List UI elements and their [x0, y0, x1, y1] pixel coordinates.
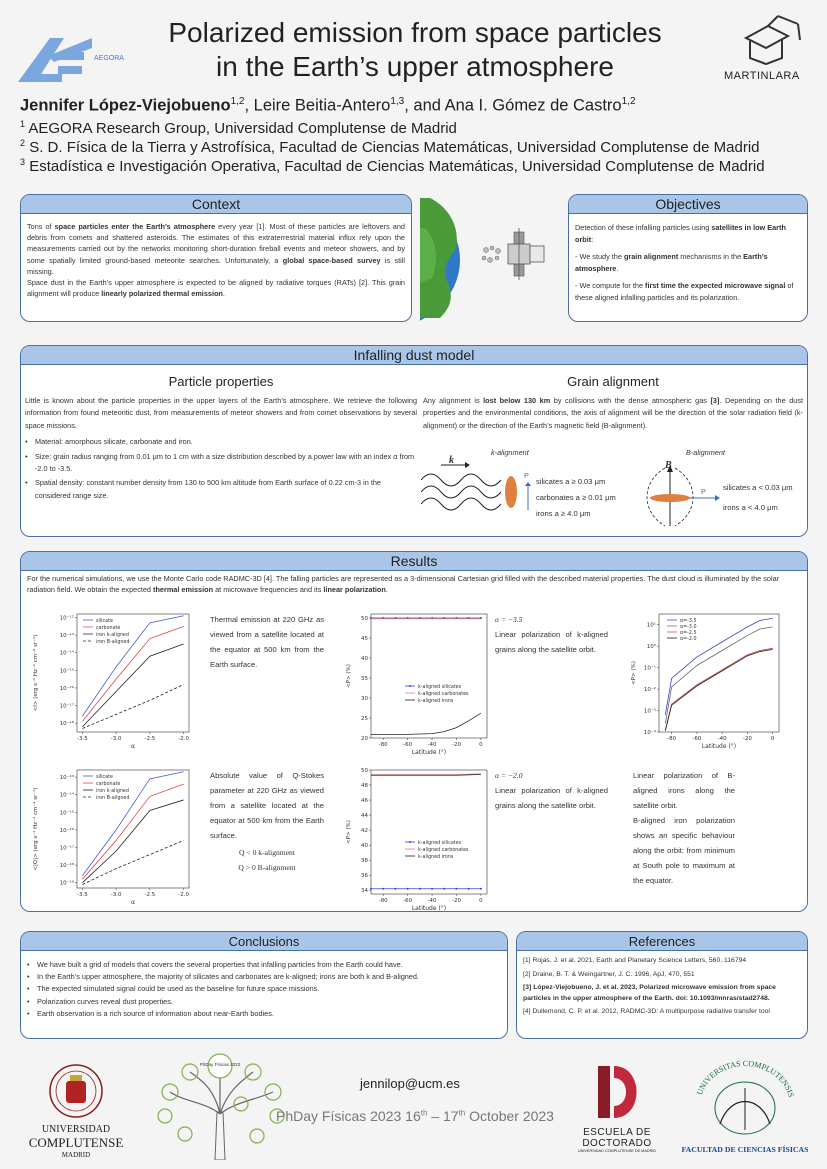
- y-tick-label: 10⁻¹⁸: [59, 863, 74, 870]
- contact-email: jennilop@ucm.es: [360, 1076, 460, 1091]
- x-tick-label: -20: [742, 736, 752, 742]
- affiliation-1: $^1$ AEGORA Research Group, Universidad Complutense de Madrid: [20, 119, 457, 137]
- y-tick-label: 10⁻¹: [643, 665, 656, 672]
- earth-satellite-illustration: [420, 188, 566, 330]
- dust-particles-icon: [482, 246, 501, 263]
- k-alignment-diagram: [421, 458, 521, 524]
- y-axis-label: <P> (%): [631, 661, 637, 685]
- x-tick-label: -20: [451, 898, 461, 904]
- x-tick-label: -2.5: [144, 892, 156, 898]
- y-tick-label: 40: [361, 843, 368, 850]
- b-polarization-chart: [627, 606, 787, 756]
- y-axis-label: <|Q|> (erg s⁻¹ Hz⁻¹ cm⁻² sr⁻¹): [33, 787, 39, 871]
- data-point: [431, 888, 433, 890]
- y-tick-label: 25: [361, 716, 368, 722]
- svg-text:UNIVERSITAS COMPLUTENSIS: UNIVERSITAS COMPLUTENSIS: [694, 1058, 796, 1099]
- x-tick-label: -80: [667, 736, 677, 742]
- conclusions-heading: Conclusions: [21, 932, 507, 951]
- b-alignment-list: silicates a < 0.03 μm irons a < 4.0 μm: [723, 483, 793, 512]
- y-tick-label: 45: [361, 636, 368, 642]
- legend-label: α=-3.0: [680, 625, 697, 630]
- k-polarization-alpha20-chart: [343, 762, 493, 912]
- list-item: • Earth observation is a rich source of information about near-Earth bodies.: [27, 1009, 501, 1019]
- objectives-panel: [568, 194, 808, 322]
- legend-label: iron B-aligned: [96, 796, 130, 801]
- y-tick-label: 10⁻¹⁵: [59, 668, 74, 675]
- earth-icon: [420, 190, 460, 330]
- series-line: [82, 684, 183, 728]
- affiliation-3: $^3$ Estadística e Investigación Operativa, Facultad de Ciencias Matemáticas, Universidad Complutense de Madrid: [20, 157, 765, 175]
- x-tick-label: -40: [427, 898, 437, 904]
- martinlara-logo: [720, 14, 810, 84]
- y-tick-label: 10⁻³: [643, 708, 656, 715]
- list-item: • Polarization curves reveal dust properties.: [27, 997, 501, 1007]
- phday-tree-logo: [145, 1052, 295, 1160]
- legend-marker: [409, 685, 411, 687]
- legend-label: α=-2.0: [680, 637, 697, 642]
- y-tick-label: 40: [361, 656, 368, 662]
- x-tick-label: -40: [717, 736, 727, 742]
- grain-alignment: Grain alignment Any alignment is lost below 130 km by collisions with the dense atmospheric gas [3]. Depending on the dust properties and the environmental conditions, the axis of alignment will be the direction of the solar radiation field (k-alignment) or the direction of the Earth’s magnetic field (B-alignment).: [423, 374, 803, 430]
- data-point: [407, 888, 409, 890]
- y-tick-label: 10⁻⁴: [643, 730, 656, 736]
- data-point: [443, 888, 445, 890]
- y-tick-label: 34: [361, 888, 368, 895]
- legend-label: k-aligned carbonates: [418, 848, 469, 853]
- aegora-logo: [18, 32, 130, 86]
- reference-1: [1] Rojas, J. et al. 2021, Earth and Planetary Science Letters, 560, 116794: [523, 957, 747, 964]
- thermal-emission-chart: [27, 606, 197, 756]
- b-alignment-title: B-alignment: [686, 448, 725, 457]
- series-line: [371, 713, 481, 734]
- legend-label: k-aligned silicates: [418, 841, 462, 846]
- tree-label: PhDay Físicas 2023: [199, 1062, 241, 1067]
- x-tick-label: -60: [403, 742, 413, 748]
- x-tick-label: -3.5: [77, 736, 88, 742]
- particle-properties: Particle properties Little is known about the particle properties in the upper layers of the Earth’s atmosphere. We retrieve the following information from found meteoritic dust, from measurements of meteor showers and from comet observations by several space missions. • Material: amorphous silicate, carbonate and iron. • Size: grain radius ranging from 0.01 μm to 1 cm with a size distribution described by a power law with an index α from -2.0 to -3.5. • Spatial density: constant number density from 130 to 500 km altitude from Earth surface of 0.22 cm-3 in the considered range size.: [25, 368, 417, 504]
- x-tick-label: 0: [770, 736, 775, 742]
- y-tick-label: 36: [361, 873, 368, 880]
- x-axis-label: α: [131, 743, 135, 750]
- y-axis-label: <P> (%): [346, 820, 352, 844]
- x-tick-label: -3.0: [110, 736, 122, 742]
- y-tick-label: 10⁰: [646, 644, 656, 651]
- x-tick-label: -3.5: [77, 892, 88, 898]
- dust-model-panel: [20, 345, 808, 537]
- plot-frame: [77, 770, 189, 888]
- martinlara-label: MARTINLARA: [724, 70, 800, 82]
- x-tick-label: -80: [378, 898, 388, 904]
- x-tick-label: -2.5: [144, 736, 156, 742]
- y-tick-label: 10⁻¹³: [59, 633, 74, 640]
- k-p-arrow-icon: [525, 482, 531, 512]
- poster-title: Polarized emission from space particles in the Earth’s upper atmosphere: [168, 17, 662, 82]
- author-affil-sup: 1,2: [621, 96, 636, 107]
- y-axis-label: <P> (%): [346, 664, 352, 688]
- legend-label: k-aligned irons: [418, 855, 454, 860]
- plot-frame: [371, 770, 487, 894]
- escuela-doctorado-logo: ESCUELA DE DOCTORADO UNIVERSIDAD COMPLUTENSE DE MADRID: [572, 1062, 662, 1156]
- y-tick-label: 10⁻¹³: [59, 775, 74, 782]
- legend-marker: [409, 841, 411, 843]
- legend-label: carbonate: [96, 782, 121, 787]
- list-item: • In the Earth’s upper atmosphere, the majority of silicates and carbonates are k-aligned; irons are both k and B-aligned.: [27, 972, 501, 982]
- facultad-seal-icon: [680, 1058, 810, 1140]
- references-panel: [516, 931, 808, 1039]
- y-tick-label: 46: [361, 798, 368, 805]
- legend-label: k-aligned carbonates: [418, 692, 469, 697]
- data-point: [480, 888, 482, 890]
- y-tick-label: 30: [361, 696, 368, 702]
- x-tick-label: -2.0: [178, 892, 189, 898]
- emission-caption: Thermal emission at 220 GHz as viewed from a satellite located at the equator at 500 km from the Earth surface.: [210, 615, 324, 669]
- list-item: • Size: grain radius ranging from 0.01 μm to 1 cm with a size distribution described by a power law with an index α from -2.0 to -3.5.: [25, 451, 417, 476]
- x-tick-label: -2.0: [178, 736, 189, 742]
- context-body: Tons of space particles enter the Earth’s atmosphere every year [1]. Most of these particles are leftovers and debris from comets and shattered asteroids. The estimates of this extraterrestrial material influx rely upon the measurements carried out by the networks monitoring short-duration fireball events and meteor showers, and by some spatially limited ground-based meteorite searches. Unfortunately, a global space-based survey is still missing. Space dust in the Earth’s upper atmosphere is expected to be aligned by radiative torques (RATs) [2]. This grain alignment will produce linearly polarized thermal emission.: [27, 222, 405, 299]
- legend-label: α=-2.5: [680, 631, 697, 636]
- legend-label: iron k-aligned: [96, 789, 129, 794]
- plot-frame: [371, 614, 487, 738]
- conclusions-panel: [20, 931, 508, 1039]
- b-vector-label: B: [665, 460, 672, 471]
- reference-4: [4] Dullemond, C. P. et al. 2012, RADMC-3D: A multipurpose radiative transfer tool: [523, 1008, 770, 1015]
- series-line: [665, 649, 772, 731]
- k-alignment-list: silicates a ≥ 0.03 μm carbonates a ≥ 0.01 μm irons a ≥ 4.0 μm: [536, 477, 616, 518]
- y-tick-label: 10⁻¹²: [59, 615, 74, 622]
- k-alignment-title: k-alignment: [491, 448, 529, 457]
- satellite-icon: [508, 228, 544, 280]
- results-heading: Results: [21, 552, 807, 571]
- series-line: [82, 840, 183, 884]
- y-tick-label: 38: [361, 858, 368, 865]
- ucm-crest-icon: [26, 1063, 126, 1119]
- author-list: Jennifer López-Viejobueno$^{1,2}$, Leire Beitia-Antero$^{1,3}$, and Ana I. Gómez de Castro$^{1,2}$: [20, 96, 636, 115]
- legend-label: silicate: [96, 619, 113, 624]
- series-line: [82, 644, 183, 727]
- kpol35-caption: α = −3.5 Linear polarization of k-aligned grains along the satellite orbit.: [495, 615, 608, 654]
- facultad-fisicas-logo: UNIVERSITAS COMPLUTENSIS FACULTAD DE CIENCIAS FÍSICAS: [681, 1058, 809, 1154]
- x-tick-label: -3.0: [110, 892, 122, 898]
- author-name: Jennifer López-Viejobueno: [20, 96, 231, 115]
- series-line: [82, 772, 183, 876]
- y-tick-label: 10¹: [646, 622, 656, 629]
- legend-label: carbonate: [96, 626, 121, 631]
- data-point: [468, 888, 470, 890]
- y-tick-label: 20: [361, 736, 368, 742]
- y-tick-label: 10⁻¹⁴: [59, 650, 74, 657]
- data-point: [382, 888, 384, 890]
- reference-2: [2] Draine, B. T. & Weingartner, J. C. 1996, ApJ, 470, 551: [523, 970, 695, 978]
- author-name: Leire Beitia-Antero: [253, 96, 391, 115]
- list-item: • Spatial density: constant number density from 130 to 500 km altitude from Earth surface of 0.22 cm-3 in the considered range size.: [25, 477, 417, 502]
- x-axis-label: α: [131, 899, 135, 906]
- legend-label: iron k-aligned: [96, 633, 129, 638]
- y-tick-label: 10⁻¹⁸: [59, 721, 74, 728]
- legend-label: iron B-aligned: [96, 640, 130, 645]
- series-line: [82, 800, 183, 883]
- list-item: • Material: amorphous silicate, carbonate and iron.: [25, 436, 417, 448]
- y-tick-label: 50: [361, 616, 368, 622]
- data-point: [455, 888, 457, 890]
- affiliation-2: $^2$ S. D. Física de la Tierra y Astrofísica, Facultad de Ciencias Matemáticas, Universidad Complutense de Madrid: [20, 138, 760, 156]
- results-intro: For the numerical simulations, we use the Monte Carlo code RADMC-3D [4]. The falling particles are represented as a 3-dimensional Cartesian grid filled with the described material properties. The dust cloud is illuminated by the solar radiation field. We obtain the expected thermal emission at microwave frequencies and its linear polarization.: [27, 574, 780, 594]
- x-tick-label: 0: [479, 742, 483, 748]
- y-tick-label: 10⁻¹⁵: [59, 810, 74, 817]
- references-heading: References: [517, 932, 807, 951]
- legend-label: α=-3.5: [680, 619, 697, 624]
- bpol-caption: Linear polarization of B-aligned irons along the satellite orbit. B-aligned iron polarization shows an specific behaviour along the orbit: from minimum at South pole to maximum at the equator.: [633, 771, 735, 885]
- y-tick-label: 35: [361, 676, 368, 682]
- x-tick-label: -60: [692, 736, 702, 742]
- series-line: [371, 774, 481, 775]
- event-info: PhDay Físicas 2023 16th – 17th October 2023: [276, 1108, 554, 1124]
- y-tick-label: 10⁻¹⁴: [59, 792, 74, 799]
- y-tick-label: 50: [361, 768, 368, 774]
- legend-label: k-aligned silicates: [418, 685, 462, 690]
- list-item: • The expected simulated signal could be used as the baseline for future space missions.: [27, 984, 501, 994]
- x-axis-label: Latitude (°): [411, 749, 447, 756]
- k-p-label: P: [524, 471, 529, 480]
- y-tick-label: 10⁻¹⁷: [59, 845, 74, 852]
- x-axis-label: Latitude (°): [411, 905, 447, 912]
- ucm-logo: UNIVERSIDAD COMPLUTENSE MADRID: [26, 1063, 126, 1158]
- k-polarization-alpha35-chart: [343, 606, 493, 756]
- context-heading: Context: [21, 195, 411, 214]
- x-tick-label: -40: [427, 742, 437, 748]
- y-tick-label: 48: [361, 783, 368, 790]
- y-tick-label: 10⁻²: [643, 687, 656, 694]
- qstokes-caption: Absolute value of Q-Stokes parameter at 220 GHz as viewed from a satellite located at the equator at 500 km from the Earth surface. Q < 0 k-alignment Q > 0 B-alignment: [210, 771, 324, 872]
- data-point: [419, 888, 421, 890]
- q-stokes-chart: [27, 762, 197, 912]
- b-alignment-diagram: [631, 462, 721, 532]
- graduation-cap-icon: [720, 14, 810, 68]
- aegora-label: AEGORA: [94, 55, 124, 62]
- series-line: [665, 648, 772, 730]
- x-tick-label: -60: [403, 898, 413, 904]
- reference-3: [3] López-Viejobueno, J. et al. 2023, Polarized microwave emission from space particles in the upper atmosphere of the Earth. doi: 10.1093/mnras/stad2748.: [523, 984, 776, 1002]
- y-tick-label: 10⁻¹⁶: [59, 685, 74, 692]
- y-tick-label: 44: [361, 813, 368, 820]
- x-tick-label: 0: [479, 898, 483, 904]
- x-tick-label: -80: [378, 742, 388, 748]
- author-name: Ana I. Gómez de Castro: [444, 96, 622, 115]
- x-axis-label: Latitude (°): [701, 743, 737, 750]
- escuela-d-icon: [572, 1062, 662, 1122]
- author-affil-sup: 1,2: [230, 96, 245, 107]
- y-tick-label: 10⁻¹⁶: [59, 827, 74, 834]
- data-point: [370, 888, 372, 890]
- k-vector-label: k: [449, 455, 454, 466]
- data-point: [394, 888, 396, 890]
- dust-model-heading: Infalling dust model: [21, 346, 807, 365]
- objectives-heading: Objectives: [569, 195, 807, 214]
- y-tick-label: 10⁻¹⁹: [59, 880, 74, 887]
- y-tick-label: 42: [361, 828, 368, 835]
- y-tick-label: 10⁻¹⁷: [59, 703, 74, 710]
- legend-label: silicate: [96, 775, 113, 780]
- objectives-body: Detection of these infalling particles using satellites in low Earth orbit: - We study the grain alignment mechanisms in the Earth’s atmosphere. - We compute for the first time the expected microwave signal of these aligned infalling particles and its polarization.: [575, 223, 794, 302]
- x-tick-label: -20: [451, 742, 461, 748]
- y-axis-label: <I> (erg s⁻¹ Hz⁻¹ cm⁻² sr⁻¹): [33, 634, 39, 712]
- context-panel: [20, 194, 412, 322]
- list-item: • We have built a grid of models that covers the several properties that infalling particles from the Earth could have.: [27, 960, 501, 970]
- author-affil-sup: 1,3: [390, 96, 405, 107]
- b-p-label: P: [701, 487, 706, 496]
- kpol20-caption: α = −2.0 Linear polarization of k-aligned grains along the satellite orbit.: [495, 771, 608, 810]
- results-panel: [20, 551, 808, 912]
- legend-label: k-aligned irons: [418, 699, 454, 704]
